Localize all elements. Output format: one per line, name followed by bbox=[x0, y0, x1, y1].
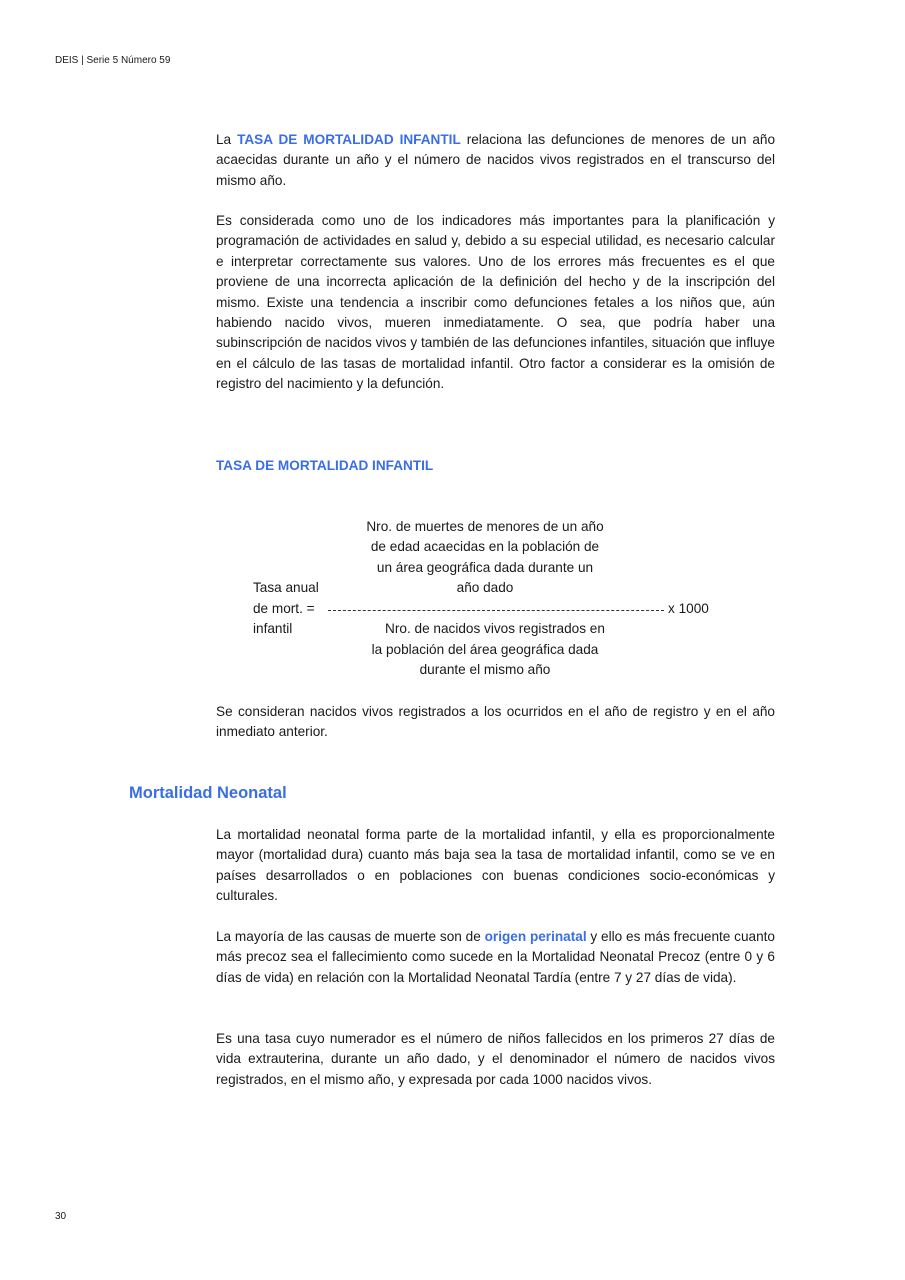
paragraph-rate-definition: Es una tasa cuyo numerador es el número de niños fallecidos en los primeros 27 días de vida extrauterina, durante un año dado, y el denominador el número de nacidos vivos registrados, en el mismo año, y expresada por cada 1000 nacidos vivos. bbox=[216, 1031, 775, 1087]
text: y ello es más frecuente cuanto más precoz sea el fallecimiento como sucede en la Mortalidad Neonatal Precoz (entre 0 y 6 días de vida) en relación con la Mortalidad Neonatal Tardía (entre 7 y 27 días de vida). bbox=[216, 929, 775, 985]
formula-heading: TASA DE MORTALIDAD INFANTIL bbox=[216, 458, 434, 473]
multiplier: x 1000 bbox=[668, 601, 709, 616]
fraction-line bbox=[328, 610, 664, 611]
page-number: 30 bbox=[55, 1211, 67, 1222]
paragraph-importance: Es considerada como uno de los indicadores más importantes para la planificación y programación de actividades en salud y, debido a su especial utilidad, es necesario calcular e interpretar correctamente sus valores. Uno de los errores más frecuentes es el que proviene de una incorrecta aplicación de la definición del hecho y de la inscripción del mismo. Existe una tendencia a inscribir como defunciones fetales a los niños que, aún habiendo nacido vivos, mueren inmediatamente. O sea, que podría haber una subinscripción de nacidos vivos y también de las defunciones infantiles, situación que influye en el cálculo de las tasas de mortalidad infantil. Otro factor a considerar es la omisión de registro del nacimiento y la defunción. bbox=[216, 213, 775, 392]
highlight-term: TASA DE MORTALIDAD INFANTIL bbox=[237, 132, 461, 147]
text: relaciona las defunciones de menores de un año acaecidas durante un año y el número de nacidos vivos registrados en el transcurso del mismo año. bbox=[216, 132, 776, 188]
section-title: Mortalidad Neonatal bbox=[129, 784, 287, 802]
formula-label: infantil bbox=[253, 621, 293, 636]
paragraph-definition bbox=[216, 130, 775, 191]
paragraph-neonatal: La mortalidad neonatal forma parte de la mortalidad infantil, y ella es proporcionalmente mayor (mortalidad dura) cuanto más baja sea la tasa de mortalidad infantil, como se ve en países desarrollados o en poblaciones con buenas condiciones socio-económicas y culturales. bbox=[216, 827, 775, 904]
text: La bbox=[216, 132, 238, 147]
formula-label: Tasa anual bbox=[253, 580, 319, 595]
formula-label: de mort. = bbox=[253, 601, 315, 616]
denominator-line: Nro. de nacidos vivos registrados en bbox=[385, 621, 605, 636]
denominator-line: la población del área geográfica dada bbox=[371, 642, 599, 657]
paragraph-causes bbox=[216, 927, 775, 988]
numerator-line: de edad acaecidas en la población de bbox=[370, 539, 600, 554]
denominator-line: durante el mismo año bbox=[419, 662, 551, 677]
numerator-line: Nro. de muertes de menores de un año bbox=[366, 519, 604, 534]
running-header: DEIS | Serie 5 Número 59 bbox=[55, 55, 171, 66]
text: La mayoría de las causas de muerte son de bbox=[216, 929, 485, 944]
numerator-line: año dado bbox=[456, 580, 514, 595]
numerator-line: un área geográfica dada durante un bbox=[376, 560, 594, 575]
highlight-term: origen perinatal bbox=[484, 929, 587, 944]
paragraph-registered-births: Se consideran nacidos vivos registrados a los ocurridos en el año de registro y en el año inmediato anterior. bbox=[216, 704, 775, 740]
